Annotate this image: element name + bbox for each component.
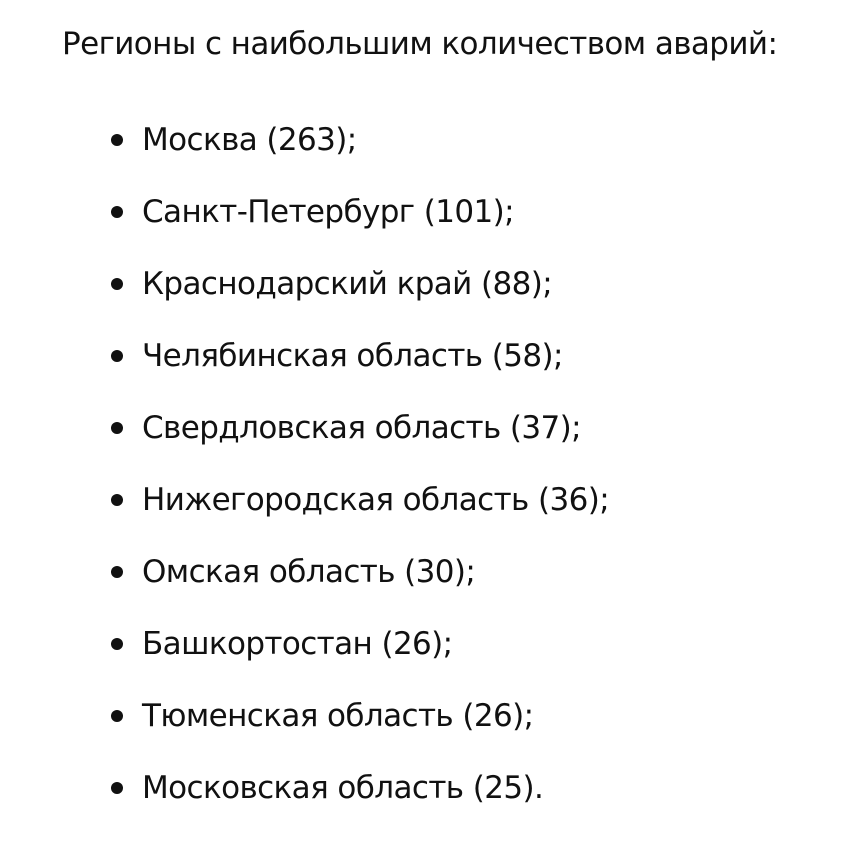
list-item <box>106 262 609 334</box>
list-item-text: Тюменская область (26); <box>142 698 534 734</box>
list-item <box>106 118 609 190</box>
bullet-icon <box>111 782 123 794</box>
list-item <box>106 694 609 766</box>
list-item <box>106 550 609 622</box>
list-item-text: Москва (263); <box>142 122 357 158</box>
list-item <box>106 622 609 694</box>
bullet-icon <box>111 710 123 722</box>
bullet-icon <box>111 638 123 650</box>
list-item-text: Московская область (25). <box>142 770 544 806</box>
list-item-text: Краснодарский край (88); <box>142 266 553 302</box>
bullet-icon <box>111 494 123 506</box>
list-item <box>106 334 609 406</box>
bullet-icon <box>111 422 123 434</box>
list-item-text: Башкортостан (26); <box>142 626 453 662</box>
list-heading: Регионы с наибольшим количеством аварий: <box>62 26 778 62</box>
bullet-icon <box>111 134 123 146</box>
list-item <box>106 406 609 478</box>
list-item-text: Омская область (30); <box>142 554 476 590</box>
document-body <box>62 22 852 66</box>
list-item-text: Нижегородская область (36); <box>142 482 610 518</box>
bullet-icon <box>111 566 123 578</box>
list-item <box>106 478 609 550</box>
bullet-icon <box>111 206 123 218</box>
list-item-text: Челябинская область (58); <box>142 338 563 374</box>
bullet-icon <box>111 350 123 362</box>
bullet-icon <box>111 278 123 290</box>
list-item <box>106 190 609 262</box>
list-item-text: Свердловская область (37); <box>142 410 582 446</box>
list-item <box>106 766 609 838</box>
region-list <box>106 118 609 838</box>
list-item-text: Санкт-Петербург (101); <box>142 194 514 230</box>
